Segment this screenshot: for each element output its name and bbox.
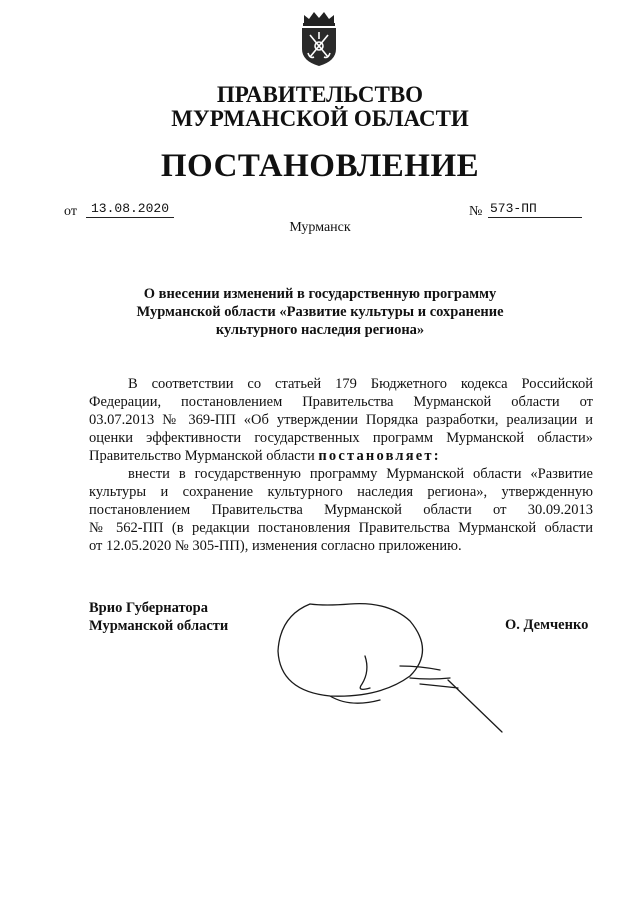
body-line: № 562-ПП (в редакции постановления Правительства Мурманской области [89, 520, 593, 536]
body-line: внести в государственную программу Мурманской области «Развитие [128, 466, 593, 482]
position-line: Врио Губернатора [89, 600, 208, 616]
body-line: 03.07.2013 № 369-ПП «Об утверждении Порядка разработки, реализации и [89, 412, 593, 428]
paragraph-1 [89, 375, 593, 465]
org-name-line1: ПРАВИТЕЛЬСТВО [216, 82, 424, 107]
title-line: культурного наследия региона» [215, 322, 425, 338]
title-line: Мурманской области «Развитие культуры и сохранение [136, 304, 504, 320]
date-label: от [64, 204, 77, 219]
signatory-name: О. Демченко [505, 617, 589, 633]
body-text: Правительство Мурманской области [89, 448, 319, 464]
signatory-position [89, 599, 228, 635]
body-line: В соответствии со статьей 179 Бюджетного кодекса Российской [128, 376, 593, 392]
position-line: Мурманской области [89, 618, 229, 634]
number-label: № [469, 204, 483, 219]
city-name: Мурманск [289, 220, 351, 235]
document-title [130, 285, 510, 339]
body-line: постановлением Правительства Мурманской области от 30.09.2013 [89, 502, 593, 518]
document-number: 573-ПП [488, 201, 582, 218]
handwritten-signature-icon [270, 596, 510, 746]
body-line: культуры и сохранение культурного наследия региона», утвержденную [89, 484, 593, 500]
resolution-verb: постановляет: [318, 448, 441, 464]
body-line [89, 447, 593, 465]
title-line: О внесении изменений в государственную программу [143, 286, 497, 302]
document-type: ПОСТАНОВЛЕНИЕ [160, 148, 480, 184]
body-line: оценки эффективности государственных программ Мурманской области» [89, 430, 593, 446]
body-line: от 12.05.2020 № 305-ПП), изменения согласно приложению. [89, 538, 462, 554]
body-line: Федерации, постановлением Правительства Мурманской области от [89, 394, 593, 410]
paragraph-2 [89, 465, 593, 555]
org-name-line2: МУРМАНСКОЙ ОБЛАСТИ [171, 106, 469, 131]
document-date: 13.08.2020 [86, 201, 174, 218]
coat-of-arms-icon [298, 9, 340, 67]
